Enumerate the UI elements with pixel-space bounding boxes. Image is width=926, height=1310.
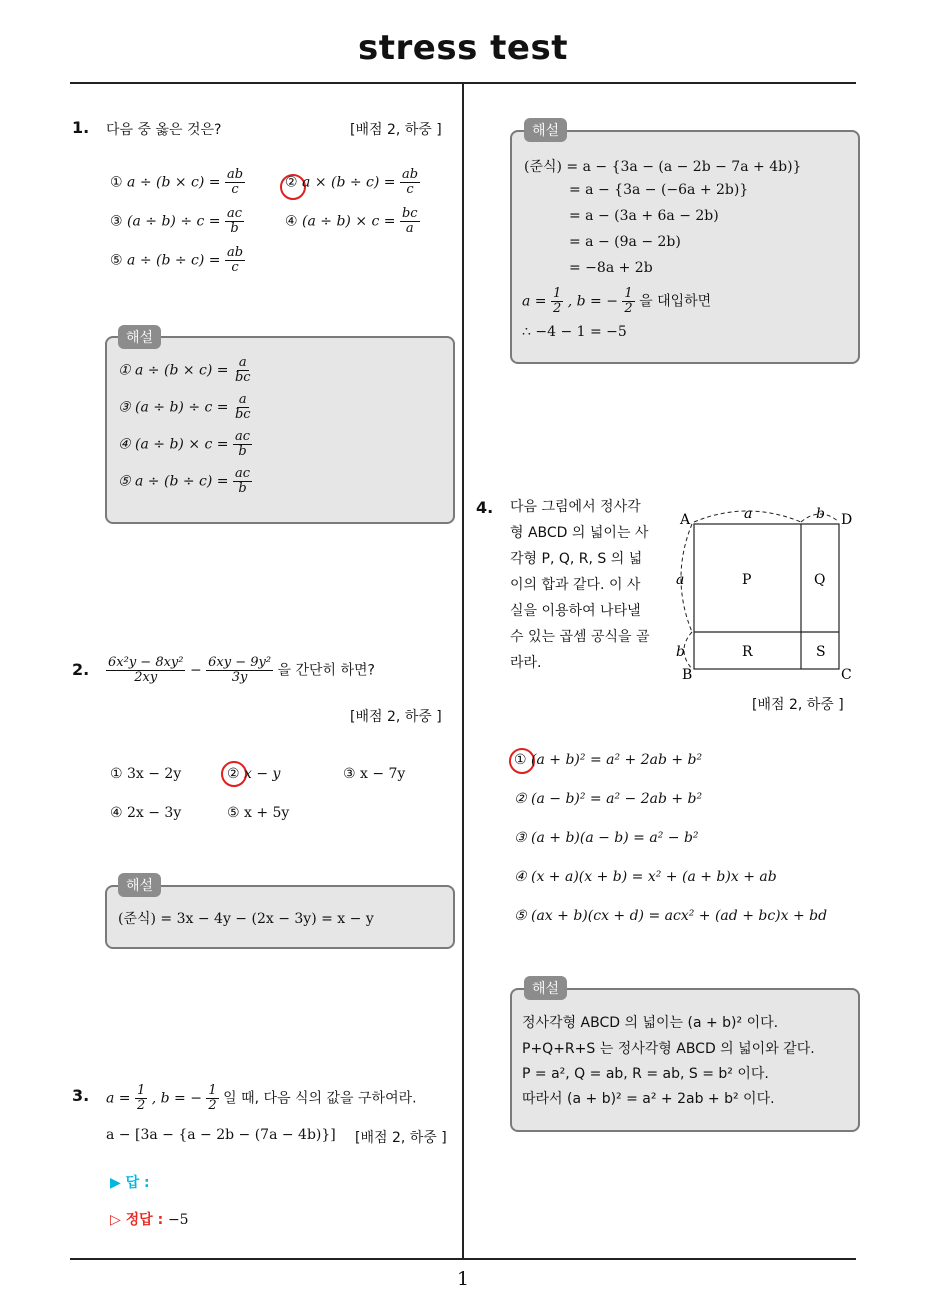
solution-line: ③ (a ÷ b) ÷ c = $\frac{a}{bc}$	[118, 392, 251, 422]
solution-box	[510, 988, 860, 1132]
score-label: [배점 2, 하중 ]	[752, 697, 844, 713]
solution-tag: 해설	[524, 118, 567, 142]
option-2[interactable]: ② x − y	[227, 766, 281, 782]
option-3[interactable]: ③ (a + b)(a − b) = a² − b²	[514, 830, 699, 846]
square-diagram	[668, 502, 858, 684]
solution-line: P+Q+R+S 는 정사각형 ABCD 의 넓이와 같다.	[522, 1041, 815, 1057]
page-number: 1	[456, 1268, 470, 1290]
option-1[interactable]: ① (a + b)² = a² + 2ab + b²	[514, 752, 703, 768]
option-4[interactable]	[285, 207, 420, 236]
region-p: P	[742, 572, 752, 588]
option-marker: ④	[285, 213, 298, 230]
question-text: 다음 중 옳은 것은?	[106, 122, 222, 138]
side-a-top: a	[744, 506, 753, 522]
option-2[interactable]	[285, 168, 420, 197]
solution-line: (준식) = 3x − 4y − (2x − 3y) = x − y	[118, 911, 374, 927]
solution-tag: 해설	[118, 325, 161, 349]
option-expression: (a ÷ b) ÷ c =	[127, 213, 221, 230]
score-label: [배점 2, 하중 ]	[355, 1130, 447, 1146]
solution-line: = a − (3a + 6a − 2b)	[569, 208, 719, 224]
solution-line: (준식) = a − {3a − (a − 2b − 7a + 4b)}	[524, 159, 802, 175]
score-label: [배점 2, 하중 ]	[350, 709, 442, 725]
score-label: [배점 2, 하중 ]	[350, 122, 442, 138]
option-marker: ⑤	[110, 252, 123, 269]
solution-line: = −8a + 2b	[569, 260, 653, 276]
vertex-a: A	[680, 512, 691, 528]
question-expression: a − [3a − {a − 2b − (7a − 4b)}]	[106, 1127, 336, 1143]
region-q: Q	[814, 572, 826, 588]
question-number: 3.	[72, 1086, 90, 1105]
column-divider	[462, 83, 464, 1259]
solution-tag: 해설	[524, 976, 567, 1000]
option-5[interactable]: ⑤ (ax + b)(cx + d) = acx² + (ad + bc)x + bd	[514, 908, 828, 924]
option-5[interactable]: ⑤ x + 5y	[227, 805, 290, 821]
solution-line: ⑤ a ÷ (b ÷ c) = $\frac{ac}{b}$	[118, 466, 251, 496]
option-5[interactable]	[110, 246, 245, 275]
side-a-left: a	[676, 572, 685, 588]
solution-line: a = $\frac{1}{2}$ , b = − $\frac{1}{2}$ 을 대입하면	[522, 286, 712, 316]
fraction: $\frac{ab}{c}$	[226, 167, 244, 197]
side-b-top: b	[816, 506, 825, 522]
footer-rule	[70, 1258, 856, 1260]
option-marker: ③	[110, 213, 123, 230]
fraction: $\frac{ab}{c}$	[226, 245, 244, 275]
solution-line: ∴ −4 − 1 = −5	[522, 324, 627, 340]
correct-answer: ▷ 정답 : −5	[110, 1212, 189, 1228]
question-text: 을 간단히 하면?	[277, 662, 375, 679]
option-expression: a ÷ (b ÷ c) =	[127, 252, 221, 269]
side-b-left: b	[676, 644, 685, 660]
solution-line: ① a ÷ (b × c) = $\frac{a}{bc}$	[118, 355, 251, 385]
question-number: 1.	[72, 118, 90, 137]
option-1[interactable]: ① 3x − 2y	[110, 766, 182, 782]
vertex-b: B	[682, 667, 693, 683]
fraction: $\frac{ac}{b}$	[226, 206, 243, 236]
option-2[interactable]: ② (a − b)² = a² − 2ab + b²	[514, 791, 703, 807]
vertex-d: D	[841, 512, 853, 528]
vertex-c: C	[841, 667, 852, 683]
answer-label: ▶ 답 :	[110, 1175, 150, 1191]
option-3[interactable]	[110, 207, 244, 236]
option-marker: ②	[285, 174, 298, 191]
question-number: 2.	[72, 660, 90, 679]
option-marker: ①	[110, 174, 123, 191]
solution-line: P = a², Q = ab, R = ab, S = b² 이다.	[522, 1066, 769, 1082]
option-4[interactable]: ④ 2x − 3y	[110, 805, 182, 821]
option-3[interactable]: ③ x − 7y	[343, 766, 406, 782]
solution-tag: 해설	[118, 873, 161, 897]
region-r: R	[742, 644, 753, 660]
solution-line: 따라서 (a + b)² = a² + 2ab + b² 이다.	[522, 1091, 775, 1107]
option-1[interactable]	[110, 168, 245, 197]
solution-line: ④ (a ÷ b) × c = $\frac{ac}{b}$	[118, 429, 251, 459]
fraction: $\frac{bc}{a}$	[401, 206, 418, 236]
solution-line: 정사각형 ABCD 의 넓이는 (a + b)² 이다.	[522, 1015, 779, 1031]
option-expression: (a ÷ b) × c =	[302, 213, 396, 230]
fraction: $\frac{ab}{c}$	[401, 167, 419, 197]
page-title: stress test	[358, 28, 568, 68]
question-number: 4.	[476, 498, 494, 517]
solution-line: = a − (9a − 2b)	[569, 234, 681, 250]
question-condition: a = $\frac{1}{2}$ , b = − $\frac{1}{2}$ 일 때, 다음 식의 값을 구하여라.	[106, 1083, 417, 1113]
option-4[interactable]: ④ (x + a)(x + b) = x² + (a + b)x + ab	[514, 869, 777, 885]
solution-line: = a − {3a − (−6a + 2b)}	[569, 182, 749, 198]
option-expression: a ÷ (b × c) =	[127, 174, 221, 191]
option-expression: a × (b ÷ c) =	[302, 174, 396, 191]
region-s: S	[816, 644, 826, 660]
question-text: 다음 그림에서 정사각 형 ABCD 의 넓이는 사 각형 P, Q, R, S 의 넓 이의 합과 같다. 이 사 실을 이용하여 나타낼 수 있는 곱셈 공식을 골 라라.	[510, 499, 650, 671]
question-expression: $\frac{\text{6x²y − 8xy²}}{2xy}$ − $\frac{\text{6xy − 9y²}}{3y}$ 을 간단히 하면?	[108, 655, 375, 685]
brace-b-left	[684, 632, 692, 669]
